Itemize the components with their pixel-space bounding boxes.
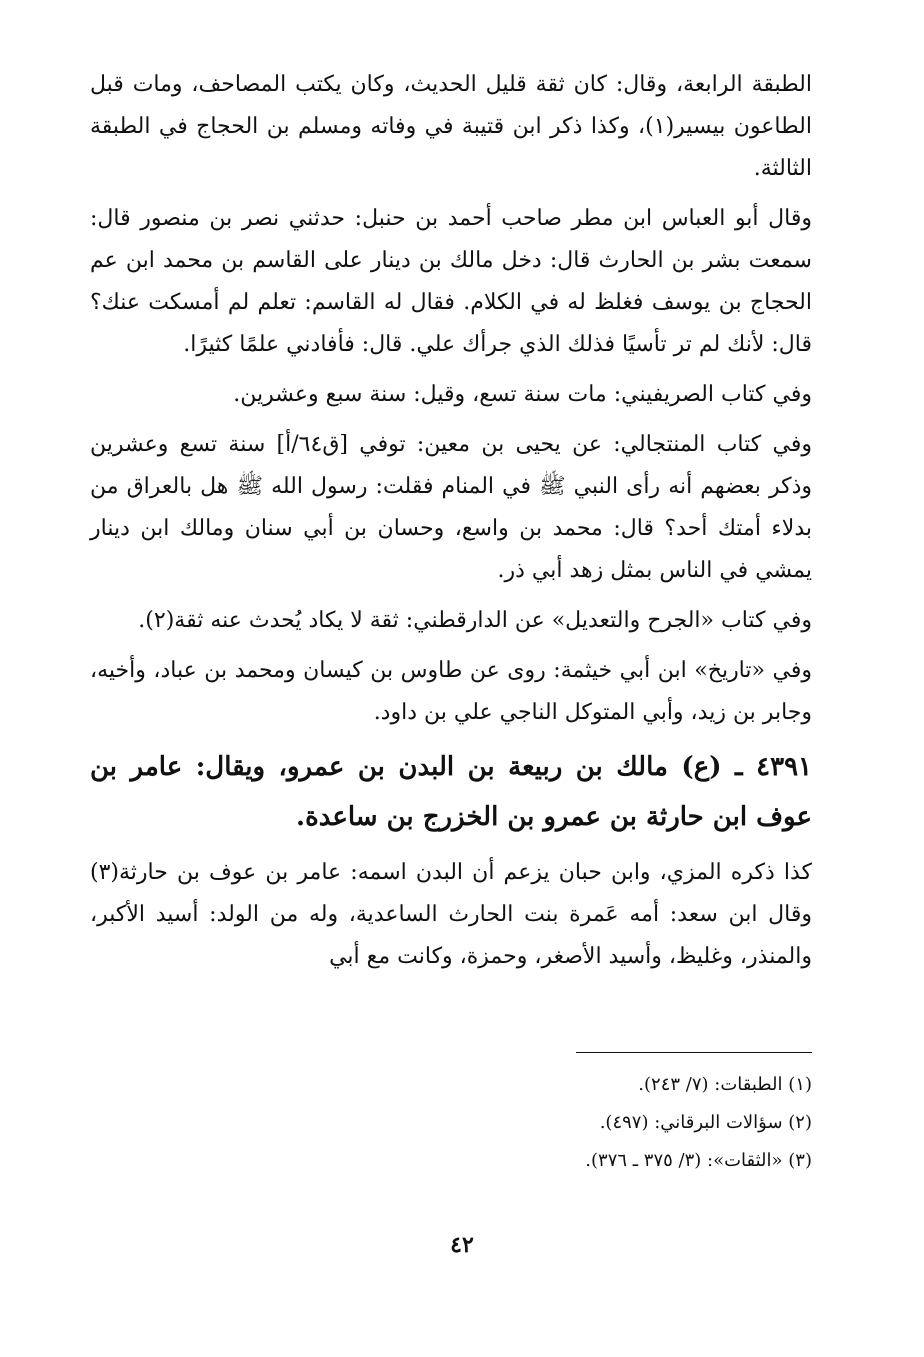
paragraph-muntajali: وفي كتاب المنتجالي: عن يحيى بن معين: توفي [ق٦٤/أ] سنة تسع وعشرين وذكر بعضهم أنه رأى النبي ﷺ في المنام فقلت: رسول الله ﷺ هل بالعراق من بدلاء أمتك أحد؟ قال: محمد بن واسع، وحسان بن أبي سنان ومالك ابن دينار يمشي في الناس بمثل زهد أبي ذر. [90, 432, 812, 583]
page-body [90, 64, 812, 986]
footnotes [192, 1066, 812, 1180]
paragraph-entry-body: كذا ذكره المزي، وابن حبان يزعم أن البدن اسمه: عامر بن عوف بن حارثة(٣) وقال ابن سعد: أمه عَمرة بنت الحارث الساعدية، وله من الولد: أسيد الأكبر، والمنذر، وغليظ، وأسيد الأصغر، وحمزة، وكانت مع أبي [90, 860, 812, 969]
paragraph-jarh-tadil: وفي كتاب «الجرح والتعديل» عن الدارقطني: ثقة لا يكاد يُحدث عنه ثقة(٢). [138, 608, 812, 633]
footnote-1: (١) الطبقات: (٧/ ٢٤٣). [638, 1074, 812, 1095]
paragraph-tabaqat: الطبقة الرابعة، وقال: كان ثقة قليل الحديث، وكان يكتب المصاحف، ومات قبل الطاعون بيسير(١)، وكذا ذكر ابن قتيبة في وفاته ومسلم بن الحجاج في الطبقة الثالثة. [90, 72, 812, 181]
paragraph-ibn-matar-story: وقال أبو العباس ابن مطر صاحب أحمد بن حنبل: حدثني نصر بن منصور قال: سمعت بشر بن الحارث قال: دخل مالك بن دينار على القاسم بن محمد ابن عم الحجاج بن يوسف فغلظ له في الكلام. فقال له القاسم: تعلم لم أمسكت عنك؟ قال: لأنك لم تر تأسيًا فذلك الذي جرأك علي. قال: فأفادني علمًا كثيرًا. [90, 206, 812, 357]
paragraph-sarifini: وفي كتاب الصريفيني: مات سنة تسع، وقيل: سنة سبع وعشرين. [233, 382, 812, 407]
entry-heading-4391: ٤٣٩١ ـ (ع) مالك بن ربيعة بن البدن بن عمرو، ويقال: عامر بن عوف ابن حارثة بن عمرو بن الخزرج بن ساعدة. [90, 752, 812, 832]
paragraph-ibn-abi-khaythama: وفي «تاريخ» ابن أبي خيثمة: روى عن طاوس بن كيسان ومحمد بن عباد، وأخيه، وجابر بن زيد، وأبي المتوكل الناجي علي بن داود. [90, 658, 812, 725]
footnote-2: (٢) سؤالات البرقاني: (٤٩٧). [599, 1112, 812, 1133]
footnote-3: (٣) «الثقات»: (٣/ ٣٧٥ ـ ٣٧٦). [585, 1150, 812, 1171]
footnote-divider [576, 1052, 812, 1053]
page-number: ٤٢ [450, 1232, 474, 1258]
